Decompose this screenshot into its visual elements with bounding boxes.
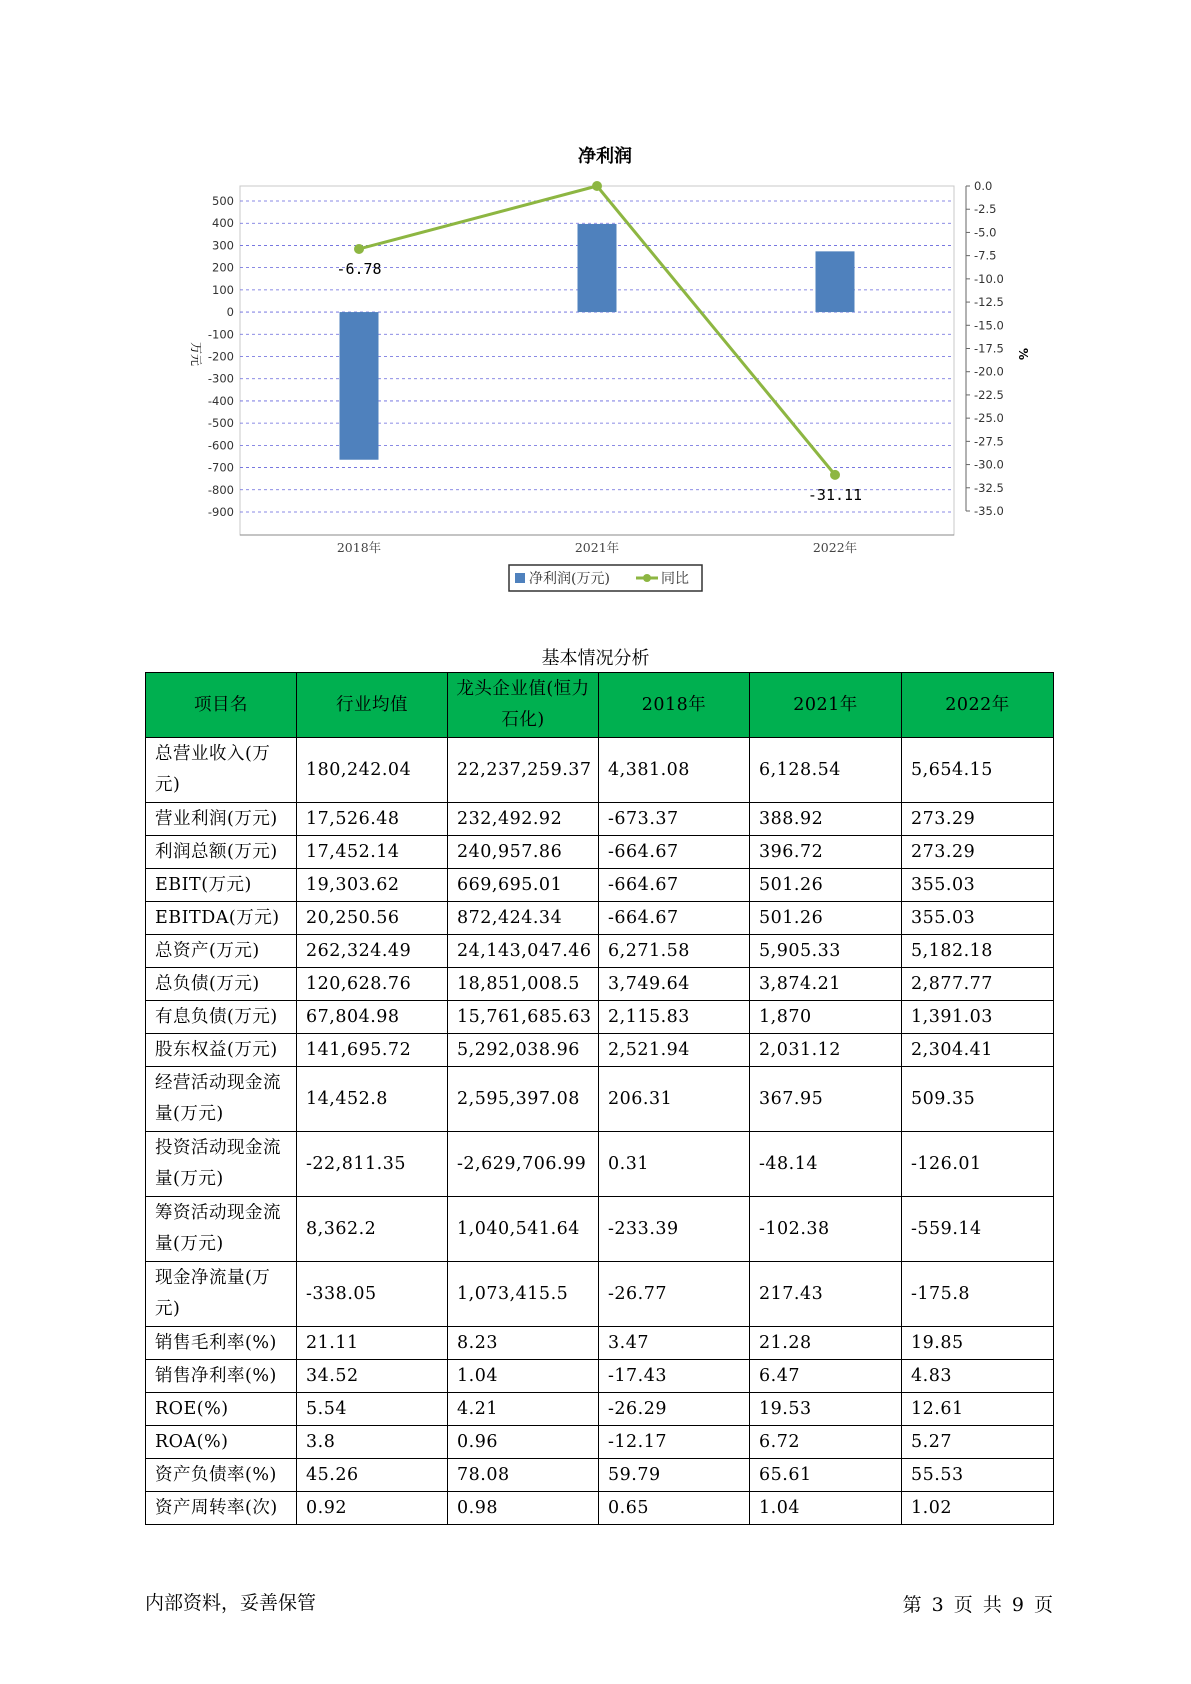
value-cell: -22,811.35 [297, 1132, 448, 1197]
y2-tick-label: -25.0 [974, 411, 1004, 426]
value-cell: -102.38 [750, 1197, 902, 1262]
value-cell: 6.47 [750, 1360, 902, 1393]
value-cell: 5,654.15 [902, 738, 1054, 803]
value-cell: 1,040,541.64 [448, 1197, 599, 1262]
value-cell: 1.04 [448, 1360, 599, 1393]
y-tick-label: -400 [207, 393, 234, 408]
value-cell: 17,452.14 [297, 836, 448, 869]
row-label-cell: ROE(%) [146, 1393, 297, 1426]
value-cell: 367.95 [750, 1067, 902, 1132]
value-cell: 4.21 [448, 1393, 599, 1426]
value-cell: -12.17 [599, 1426, 750, 1459]
bar-2018年 [340, 312, 379, 460]
value-cell: -338.05 [297, 1262, 448, 1327]
value-cell: -664.67 [599, 869, 750, 902]
x-tick-label: 2022年 [812, 540, 858, 555]
value-cell: 5.54 [297, 1393, 448, 1426]
value-cell: 0.31 [599, 1132, 750, 1197]
value-cell: 0.92 [297, 1492, 448, 1525]
x-tick-label: 2021年 [574, 540, 620, 555]
table-row [146, 1067, 1054, 1132]
y-tick-label: -300 [207, 371, 234, 386]
yoy-point [354, 244, 364, 254]
table-row [146, 1001, 1054, 1034]
y2-tick-label: -10.0 [974, 271, 1004, 286]
row-label-cell: 有息负债(万元) [146, 1001, 297, 1034]
value-cell: -175.8 [902, 1262, 1054, 1327]
value-cell: 0.65 [599, 1492, 750, 1525]
y2-tick-label: -15.0 [974, 318, 1004, 333]
value-cell: 2,031.12 [750, 1034, 902, 1067]
value-cell: 2,877.77 [902, 968, 1054, 1001]
row-label-cell: EBITDA(万元) [146, 902, 297, 935]
value-cell: 0.98 [448, 1492, 599, 1525]
table-row [146, 1327, 1054, 1360]
table-row [146, 968, 1054, 1001]
yoy-point [830, 470, 840, 480]
bar-2021年 [578, 224, 617, 312]
row-label-cell: EBIT(万元) [146, 869, 297, 902]
value-cell: -2,629,706.99 [448, 1132, 599, 1197]
table-row [146, 1459, 1054, 1492]
y2-tick-label: 0.0 [974, 179, 993, 193]
value-cell: -673.37 [599, 803, 750, 836]
value-cell: 20,250.56 [297, 902, 448, 935]
chart-title: 净利润 [578, 146, 632, 167]
value-cell: 5.27 [902, 1426, 1054, 1459]
x-tick-label: 2018年 [336, 540, 382, 555]
value-cell: 55.53 [902, 1459, 1054, 1492]
y2-tick-label: -5.0 [974, 225, 997, 240]
y-tick-label: -700 [207, 460, 234, 475]
value-cell: -233.39 [599, 1197, 750, 1262]
value-cell: -48.14 [750, 1132, 902, 1197]
value-cell: 45.26 [297, 1459, 448, 1492]
value-cell: 6,128.54 [750, 738, 902, 803]
value-cell: 1.02 [902, 1492, 1054, 1525]
value-cell: 34.52 [297, 1360, 448, 1393]
value-cell: 15,761,685.63 [448, 1001, 599, 1034]
value-cell: 67,804.98 [297, 1001, 448, 1034]
value-cell: 509.35 [902, 1067, 1054, 1132]
value-cell: 2,595,397.08 [448, 1067, 599, 1132]
y-tick-label: 200 [212, 260, 234, 275]
table-row [146, 869, 1054, 902]
y2-tick-label: -17.5 [974, 341, 1004, 356]
value-cell: 2,521.94 [599, 1034, 750, 1067]
y2-tick-label: -20.0 [974, 364, 1004, 379]
yoy-data-label: -6.78 [336, 259, 382, 278]
table-header-row [146, 673, 1054, 738]
value-cell: 18,851,008.5 [448, 968, 599, 1001]
legend-line-label: 同比 [661, 571, 689, 587]
table-row [146, 1262, 1054, 1327]
row-label-cell: 营业利润(万元) [146, 803, 297, 836]
y2-tick-label: -2.5 [974, 202, 997, 217]
legend-line-marker [643, 574, 651, 582]
value-cell: 273.29 [902, 803, 1054, 836]
row-label-cell: 利润总额(万元) [146, 836, 297, 869]
yoy-point [592, 181, 602, 191]
legend-bar-swatch [515, 573, 525, 583]
value-cell: -664.67 [599, 902, 750, 935]
table-row [146, 836, 1054, 869]
basic-analysis-table [145, 672, 1054, 1525]
header-leader-value: 龙头企业值(恒力石化) [448, 673, 599, 738]
value-cell: 232,492.92 [448, 803, 599, 836]
y2-tick-label: -32.5 [974, 480, 1004, 495]
value-cell: 388.92 [750, 803, 902, 836]
value-cell: 6.72 [750, 1426, 902, 1459]
value-cell: 19,303.62 [297, 869, 448, 902]
table-row [146, 902, 1054, 935]
row-label-cell: 经营活动现金流量(万元) [146, 1067, 297, 1132]
y-tick-label: 500 [212, 194, 234, 208]
y-tick-label: -900 [207, 505, 234, 519]
header-year-2018: 2018年 [599, 673, 750, 738]
y2-tick-label: -30.0 [974, 457, 1004, 472]
row-label-cell: 总负债(万元) [146, 968, 297, 1001]
y-tick-label: -500 [207, 416, 234, 431]
value-cell: 1.04 [750, 1492, 902, 1525]
value-cell: 669,695.01 [448, 869, 599, 902]
table-row [146, 1360, 1054, 1393]
value-cell: 6,271.58 [599, 935, 750, 968]
value-cell: 206.31 [599, 1067, 750, 1132]
value-cell: 22,237,259.37 [448, 738, 599, 803]
value-cell: 355.03 [902, 869, 1054, 902]
y2-tick-label: -12.5 [974, 295, 1004, 310]
table-title: 基本情况分析 [541, 648, 650, 669]
y2-tick-label: -7.5 [974, 248, 997, 263]
value-cell: 262,324.49 [297, 935, 448, 968]
table-row [146, 738, 1054, 803]
row-label-cell: 资产周转率(次) [146, 1492, 297, 1525]
value-cell: 240,957.86 [448, 836, 599, 869]
row-label-cell: 总营业收入(万元) [146, 738, 297, 803]
value-cell: 14,452.8 [297, 1067, 448, 1132]
value-cell: 24,143,047.46 [448, 935, 599, 968]
value-cell: 3,749.64 [599, 968, 750, 1001]
value-cell: 3.47 [599, 1327, 750, 1360]
value-cell: 59.79 [599, 1459, 750, 1492]
value-cell: 501.26 [750, 902, 902, 935]
value-cell: 17,526.48 [297, 803, 448, 836]
header-year-2021: 2021年 [750, 673, 902, 738]
y-tick-label: 300 [212, 238, 234, 253]
footer-confidential-note: 内部资料，妥善保管 [145, 1592, 317, 1614]
value-cell: -664.67 [599, 836, 750, 869]
value-cell: 355.03 [902, 902, 1054, 935]
table-row [146, 1197, 1054, 1262]
bar-2022年 [816, 251, 855, 312]
y-tick-label: 100 [212, 282, 234, 297]
value-cell: -559.14 [902, 1197, 1054, 1262]
y-tick-label: -600 [207, 438, 234, 453]
value-cell: -26.77 [599, 1262, 750, 1327]
table-row [146, 1393, 1054, 1426]
table-row [146, 803, 1054, 836]
row-label-cell: 销售净利率(%) [146, 1360, 297, 1393]
value-cell: 5,905.33 [750, 935, 902, 968]
value-cell: 12.61 [902, 1393, 1054, 1426]
row-label-cell: 现金净流量(万元) [146, 1262, 297, 1327]
value-cell: 8.23 [448, 1327, 599, 1360]
header-year-2022: 2022年 [902, 673, 1054, 738]
y-tick-label: 0 [226, 305, 234, 320]
value-cell: 19.53 [750, 1393, 902, 1426]
value-cell: 1,870 [750, 1001, 902, 1034]
table-row [146, 1492, 1054, 1525]
y2-tick-label: -27.5 [974, 434, 1004, 449]
value-cell: -17.43 [599, 1360, 750, 1393]
value-cell: 1,073,415.5 [448, 1262, 599, 1327]
net-profit-chart [0, 0, 1191, 600]
footer-page-number: 第 3 页 共 9 页 [902, 1594, 1053, 1616]
value-cell: 217.43 [750, 1262, 902, 1327]
y-tick-label: -200 [207, 349, 234, 364]
header-industry-avg: 行业均值 [297, 673, 448, 738]
value-cell: 396.72 [750, 836, 902, 869]
value-cell: 2,115.83 [599, 1001, 750, 1034]
row-label-cell: 总资产(万元) [146, 935, 297, 968]
row-label-cell: 筹资活动现金流量(万元) [146, 1197, 297, 1262]
row-label-cell: ROA(%) [146, 1426, 297, 1459]
value-cell: 3.8 [297, 1426, 448, 1459]
value-cell: 0.96 [448, 1426, 599, 1459]
y-axis-label: 万元 [189, 341, 203, 367]
value-cell: 8,362.2 [297, 1197, 448, 1262]
y2-tick-label: -35.0 [974, 504, 1004, 518]
table-row [146, 935, 1054, 968]
value-cell: 1,391.03 [902, 1001, 1054, 1034]
value-cell: 273.29 [902, 836, 1054, 869]
table-row [146, 1426, 1054, 1459]
row-label-cell: 股东权益(万元) [146, 1034, 297, 1067]
y-tick-label: -800 [207, 482, 234, 497]
header-item-name: 项目名 [146, 673, 297, 738]
value-cell: 5,182.18 [902, 935, 1054, 968]
y2-axis-label: % [1016, 347, 1030, 361]
value-cell: 65.61 [750, 1459, 902, 1492]
value-cell: 180,242.04 [297, 738, 448, 803]
value-cell: 21.11 [297, 1327, 448, 1360]
table-row [146, 1034, 1054, 1067]
table-row [146, 1132, 1054, 1197]
value-cell: 501.26 [750, 869, 902, 902]
row-label-cell: 投资活动现金流量(万元) [146, 1132, 297, 1197]
y-tick-label: -100 [207, 327, 234, 342]
legend-bar-label: 净利润(万元) [529, 571, 610, 587]
row-label-cell: 销售毛利率(%) [146, 1327, 297, 1360]
value-cell: -26.29 [599, 1393, 750, 1426]
value-cell: 5,292,038.96 [448, 1034, 599, 1067]
value-cell: 78.08 [448, 1459, 599, 1492]
value-cell: 4,381.08 [599, 738, 750, 803]
value-cell: 141,695.72 [297, 1034, 448, 1067]
value-cell: -126.01 [902, 1132, 1054, 1197]
value-cell: 19.85 [902, 1327, 1054, 1360]
value-cell: 21.28 [750, 1327, 902, 1360]
y2-tick-label: -22.5 [974, 387, 1004, 402]
value-cell: 2,304.41 [902, 1034, 1054, 1067]
value-cell: 3,874.21 [750, 968, 902, 1001]
value-cell: 4.83 [902, 1360, 1054, 1393]
row-label-cell: 资产负债率(%) [146, 1459, 297, 1492]
value-cell: 872,424.34 [448, 902, 599, 935]
yoy-data-label: -31.11 [807, 485, 863, 504]
y-tick-label: 400 [212, 216, 234, 231]
value-cell: 120,628.76 [297, 968, 448, 1001]
